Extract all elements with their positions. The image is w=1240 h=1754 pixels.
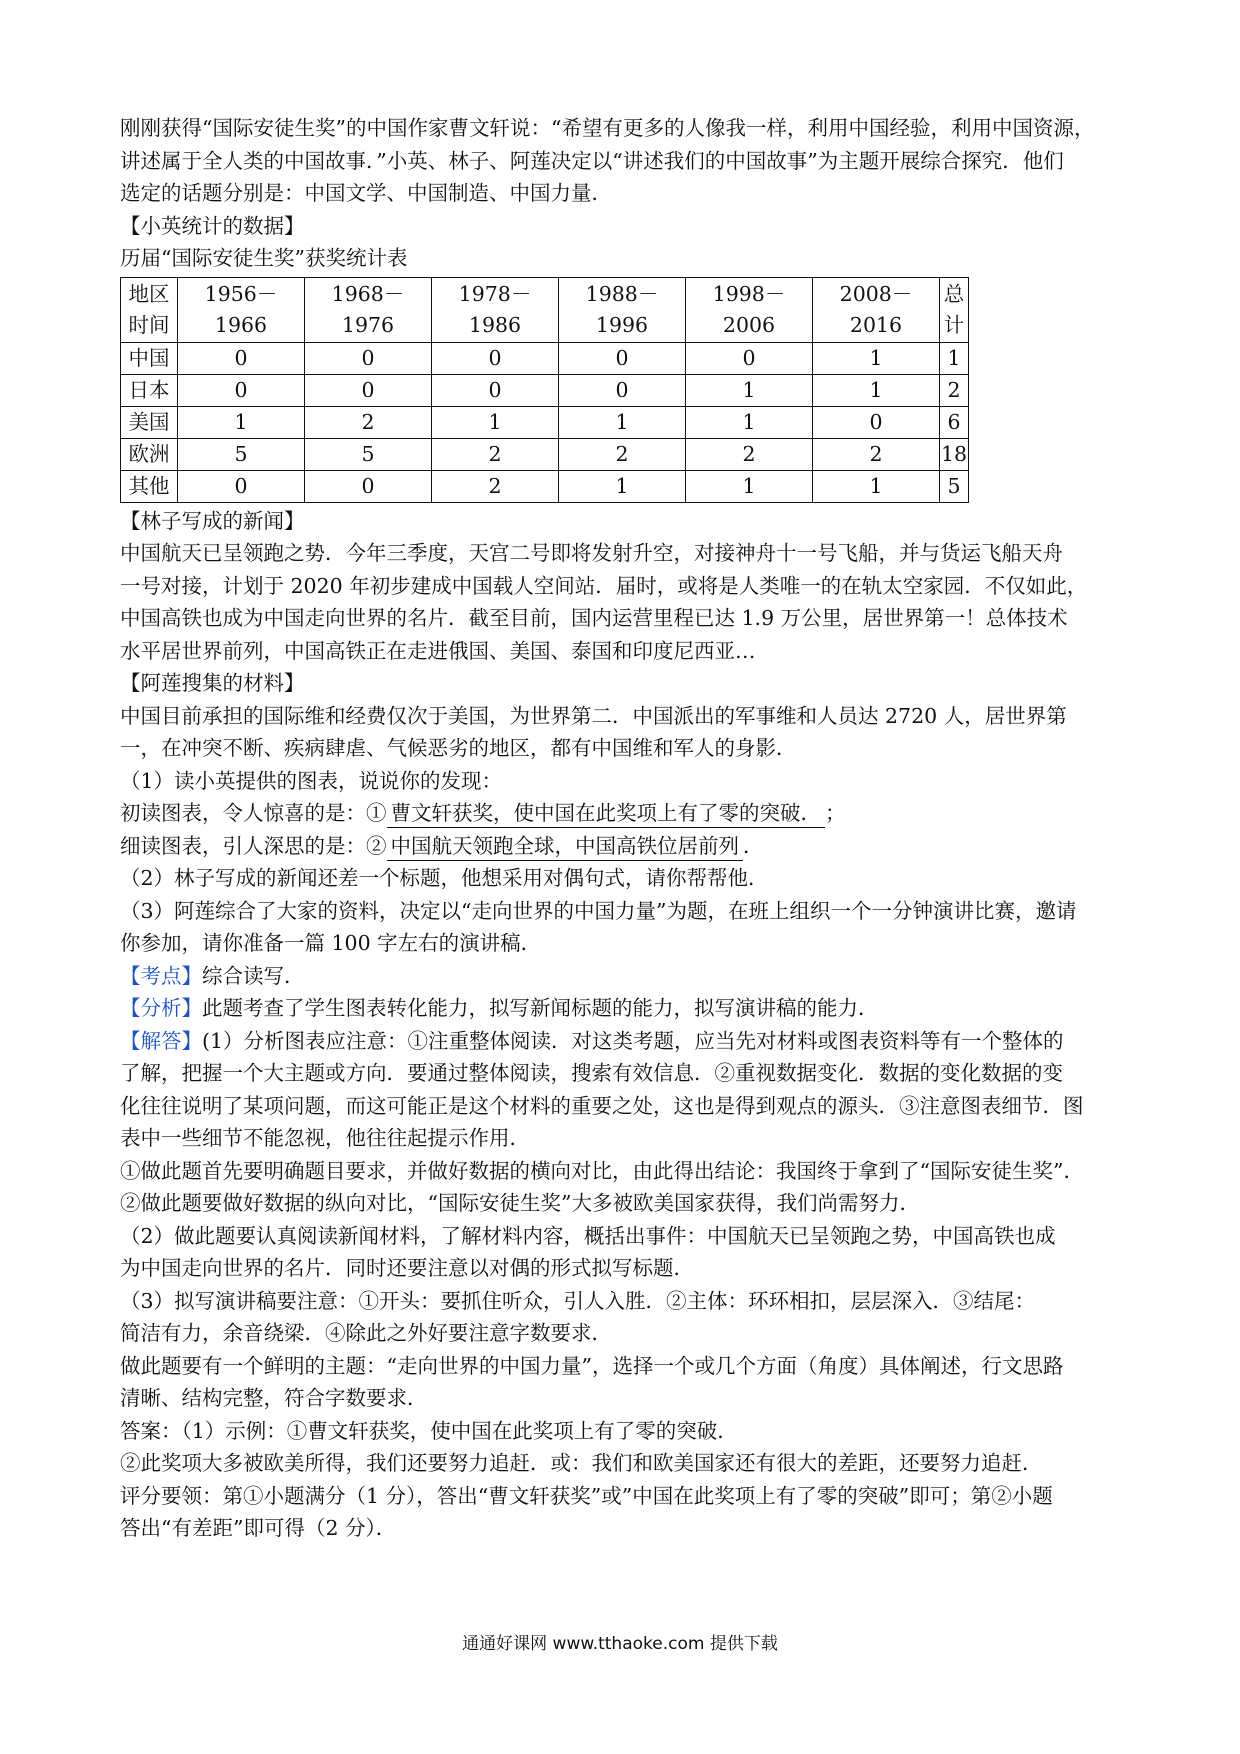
- jieda-line: 表中一些细节不能忽视，他往往起提示作用．: [120, 1126, 530, 1150]
- period-end: 1976: [341, 312, 395, 337]
- total-cell: 18: [940, 438, 969, 470]
- jieda-line: ②此奖项大多被欧美所得，我们还要努力追赶．或：我们和欧美国家还有很大的差距，还要努力追赶．: [120, 1451, 1043, 1475]
- value-cell: 0: [686, 342, 813, 374]
- intro-line-1: 刚刚获得“国际安徒生奖”的中国作家曹文轩说：“希望有更多的人像我一样，利用中国经验，利用中国资源，: [120, 116, 1095, 140]
- linzi-line: 中国高铁也成为中国走向世界的名片．截至目前，国内运营里程已达 1.9 万公里，居世界第一！总体技术: [120, 606, 1068, 630]
- total-cell: 2: [940, 374, 969, 406]
- kaodian-tag: 【考点】: [120, 963, 202, 988]
- jieda-first-text: (1）分析图表应注意：①注重整体阅读．对这类考题，应当先对材料或图表资料等有一个整体的: [202, 1028, 1064, 1053]
- value-cell: 0: [432, 342, 559, 374]
- total-header-1: 总: [943, 281, 965, 306]
- question-1a: [120, 797, 1130, 830]
- award-stats-table: [120, 277, 969, 503]
- value-cell: 0: [178, 470, 305, 502]
- period-header: [305, 277, 432, 342]
- value-cell: 1: [686, 374, 813, 406]
- question-2: （2）林子写成的新闻还差一个标题，他想采用对偶句式，请你帮帮他．: [120, 866, 769, 890]
- value-cell: 0: [305, 342, 432, 374]
- period-end: 1986: [468, 312, 522, 337]
- value-cell: 5: [305, 438, 432, 470]
- total-header-2: 计: [943, 312, 965, 337]
- jieda-line: 为中国走向世界的名片．同时还要注意以对偶的形式拟写标题．: [120, 1256, 694, 1280]
- intro-line-2: 讲述属于全人类的中国故事．”小英、林子、阿莲决定以“讲述我们的中国故事”为主题开展综合探究．他们: [120, 148, 1064, 173]
- q1b-prefix: 细读图表，引人深思的是：②: [120, 833, 387, 858]
- period-start: 1998－: [712, 281, 786, 306]
- value-cell: 1: [813, 470, 940, 502]
- value-cell: 2: [559, 438, 686, 470]
- period-header: [178, 277, 305, 342]
- jieda-lines: [120, 1057, 1130, 1545]
- value-cell: 0: [305, 374, 432, 406]
- value-cell: 0: [813, 406, 940, 438]
- question-1b: [120, 830, 1130, 863]
- value-cell: 1: [432, 406, 559, 438]
- linzi-line: 一号对接，计划于 2020 年初步建成中国载人空间站．届时，或将是人类唯一的在轨太空家园．不仅如此，: [120, 573, 1088, 598]
- q1b-answer: 中国航天领跑全球，中国高铁位居前列: [387, 832, 744, 861]
- value-cell: 2: [305, 406, 432, 438]
- header-corner-region: 地区: [128, 281, 170, 306]
- period-end: 2006: [722, 312, 776, 337]
- table-header-row: [121, 277, 969, 342]
- linzi-line: 中国航天已呈领跑之势．今年三季度，天宫二号即将发射升空，对接神舟十一号飞船，并与货运飞船天舟: [120, 541, 1063, 565]
- value-cell: 2: [432, 438, 559, 470]
- header-corner-time: 时间: [128, 312, 170, 337]
- period-header: [432, 277, 559, 342]
- jieda-line: ①做此题首先要明确题目要求，并做好数据的横向对比，由此得出结论：我国终于拿到了“国际安徒生奖”．: [120, 1158, 1084, 1183]
- period-end: 1966: [214, 312, 268, 337]
- jieda-line: 化往往说明了某项问题，而这可能正是这个材料的重要之处，这也是得到观点的源头．③注意图表细节．图: [120, 1093, 1084, 1118]
- value-cell: 1: [686, 406, 813, 438]
- period-start: 1956－: [204, 281, 278, 306]
- value-cell: 0: [559, 374, 686, 406]
- value-cell: 0: [559, 342, 686, 374]
- period-start: 2008－: [839, 281, 913, 306]
- period-header: [686, 277, 813, 342]
- alian-heading: 【阿莲搜集的材料】: [120, 671, 305, 695]
- jieda-line: （3）拟写演讲稿要注意：①开头：要抓住听众，引人入胜．②主体：环环相扣，层层深入．③结尾：: [120, 1288, 1036, 1313]
- xiaoying-heading: 【小英统计的数据】: [120, 213, 305, 238]
- value-cell: 1: [686, 470, 813, 502]
- jieda-line: 了解，把握一个大主题或方向．要通过整体阅读，搜索有效信息．②重视数据变化．数据的变化数据的变: [120, 1061, 1063, 1085]
- total-cell: 6: [940, 406, 969, 438]
- q1a-suffix: ；: [825, 801, 846, 825]
- linzi-heading: 【林子写成的新闻】: [120, 508, 305, 533]
- jieda-line: ②做此题要做好数据的纵向对比，“国际安徒生奖”大多被欧美国家获得，我们尚需努力．: [120, 1191, 920, 1215]
- region-cell: 其他: [121, 470, 178, 502]
- alian-line: 中国目前承担的国际维和经费仅次于美国，为世界第二．中国派出的军事维和人员达 2720 人，居世界第: [120, 703, 1067, 728]
- value-cell: 1: [178, 406, 305, 438]
- jieda-line: （2）做此题要认真阅读新闻材料，了解材料内容，概括出事件：中国航天已呈领跑之势，中国高铁也成: [120, 1223, 1056, 1248]
- intro-line-3: 选定的话题分别是：中国文学、中国制造、中国力量．: [120, 181, 612, 205]
- value-cell: 0: [432, 374, 559, 406]
- table-row: [121, 342, 969, 374]
- total-cell: 1: [940, 342, 969, 374]
- kaodian-text: 综合读写．: [202, 963, 305, 988]
- document-content: [120, 112, 1130, 1545]
- period-end: 2016: [849, 312, 903, 337]
- jieda-line: 清晰、结构完整，符合字数要求．: [120, 1386, 428, 1410]
- value-cell: 0: [305, 470, 432, 502]
- value-cell: 2: [432, 470, 559, 502]
- value-cell: 0: [178, 374, 305, 406]
- fenxi-tag: 【分析】: [120, 996, 202, 1020]
- question-1: （1）读小英提供的图表，说说你的发现：: [120, 768, 503, 793]
- period-header: [559, 277, 686, 342]
- value-cell: 1: [559, 406, 686, 438]
- region-cell: 中国: [121, 342, 178, 374]
- kaodian: [120, 960, 1130, 993]
- value-cell: 1: [813, 374, 940, 406]
- jieda-line: 做此题要有一个鲜明的主题：“走向世界的中国力量”，选择一个或几个方面（角度）具体阐述，行文思路: [120, 1353, 1064, 1378]
- jieda-line: 答出“有差距”即可得（2 分）．: [120, 1516, 397, 1540]
- value-cell: 2: [813, 438, 940, 470]
- total-header: [940, 277, 969, 342]
- total-cell: 5: [940, 470, 969, 502]
- region-cell: 美国: [121, 406, 178, 438]
- period-start: 1988－: [585, 281, 659, 306]
- question-3-line-2: 你参加，请你准备一篇 100 字左右的演讲稿．: [120, 931, 542, 955]
- jieda-line: 评分要领：第①小题满分（1 分），答出“曹文轩获奖”或”中国在此奖项上有了零的突破”即可；第②小题: [120, 1483, 1053, 1508]
- question-3-line-1: （3）阿莲综合了大家的资料，决定以“走向世界的中国力量”为题，在班上组织一个一分钟演讲比赛，邀请: [120, 898, 1077, 923]
- table-title: 历届“国际安徒生奖”获奖统计表: [120, 246, 408, 270]
- alian-line: 一，在冲突不断、疾病肆虐、气候恶劣的地区，都有中国维和军人的身影．: [120, 736, 797, 760]
- table-row: [121, 470, 969, 502]
- jieda-first: [120, 1025, 1130, 1058]
- value-cell: 1: [559, 470, 686, 502]
- region-cell: 日本: [121, 374, 178, 406]
- q1b-suffix: ．: [743, 833, 764, 858]
- q1a-prefix: 初读图表，令人惊喜的是：①: [120, 801, 387, 825]
- period-header: [813, 277, 940, 342]
- value-cell: 0: [178, 342, 305, 374]
- jieda-line: 简洁有力，余音绕梁．④除此之外好要注意字数要求．: [120, 1321, 612, 1345]
- period-start: 1968－: [331, 281, 405, 306]
- region-cell: 欧洲: [121, 438, 178, 470]
- period-end: 1996: [595, 312, 649, 337]
- q1a-answer: 曹文轩获奖，使中国在此奖项上有了零的突破．: [387, 799, 826, 828]
- jieda-line: 答案：（1）示例：①曹文轩获奖，使中国在此奖项上有了零的突破．: [120, 1418, 738, 1443]
- fenxi: [120, 992, 1130, 1025]
- value-cell: 1: [813, 342, 940, 374]
- value-cell: 5: [178, 438, 305, 470]
- fenxi-text: 此题考查了学生图表转化能力，拟写新闻标题的能力，拟写演讲稿的能力．: [202, 996, 879, 1020]
- jieda-tag: 【解答】: [120, 1028, 202, 1053]
- header-corner: [121, 277, 178, 342]
- table-row: [121, 374, 969, 406]
- value-cell: 2: [686, 438, 813, 470]
- linzi-line: 水平居世界前列，中国高铁正在走进俄国、美国、泰国和印度尼西亚…: [120, 638, 756, 663]
- table-row: [121, 438, 969, 470]
- period-start: 1978－: [458, 281, 532, 306]
- table-row: [121, 406, 969, 438]
- page-footer: 通通好课网 www.tthaoke.com 提供下载: [462, 1634, 778, 1654]
